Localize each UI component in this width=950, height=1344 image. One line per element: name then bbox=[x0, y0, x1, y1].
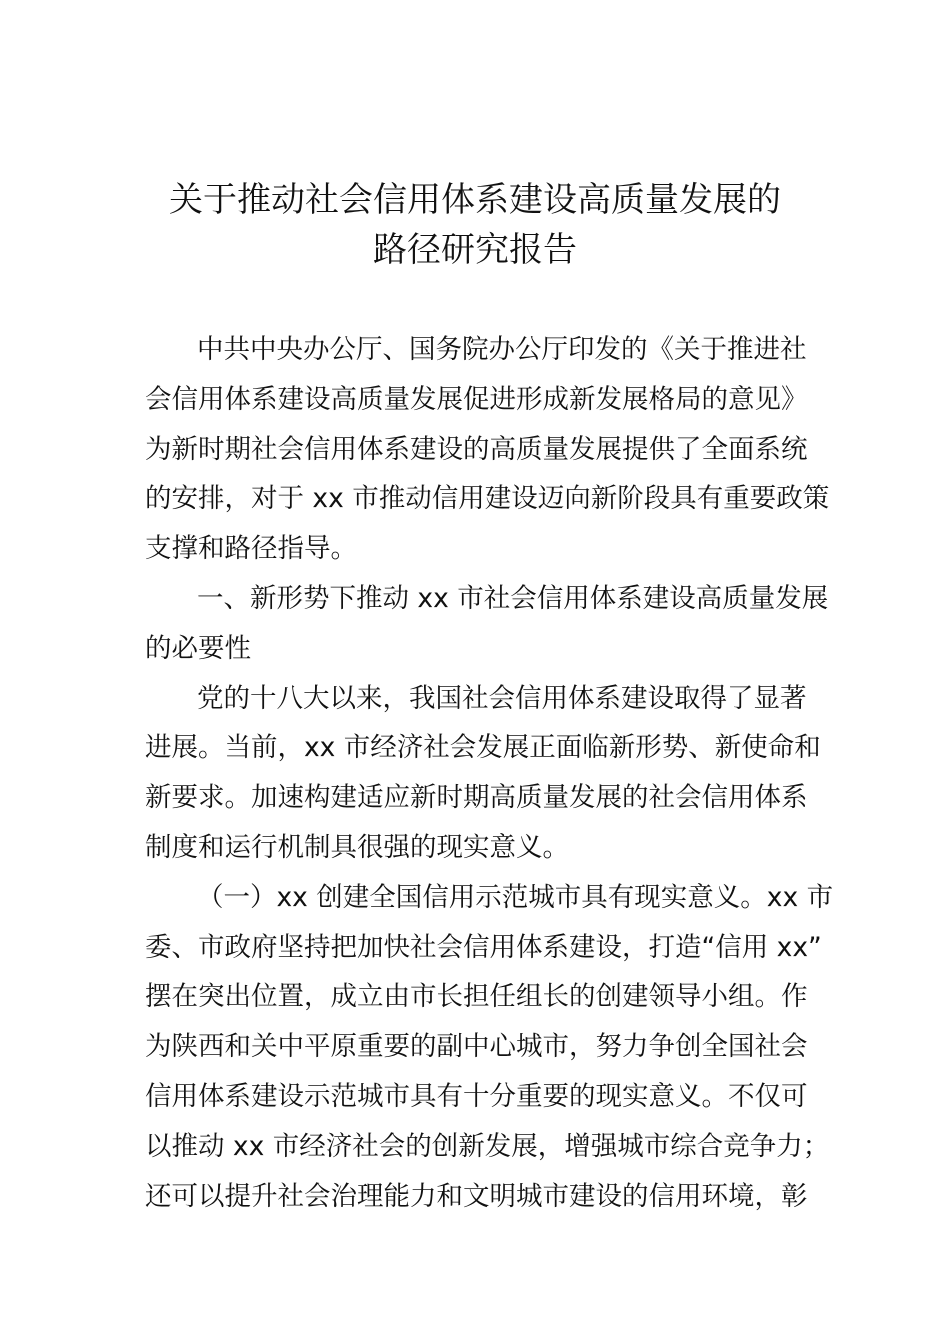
body-line: 支撑和路径指导。 bbox=[145, 533, 357, 565]
body-line: 新要求。加速构建适应新时期高质量发展的社会信用体系 bbox=[145, 782, 808, 814]
document-title-line-2: 路径研究报告 bbox=[373, 230, 577, 270]
document-title-line-1: 关于推动社会信用体系建设高质量发展的 bbox=[169, 180, 781, 220]
body-line: 还可以提升社会治理能力和文明城市建设的信用环境，彰 bbox=[145, 1180, 808, 1212]
body-line: 为新时期社会信用体系建设的高质量发展提供了全面系统 bbox=[145, 433, 808, 465]
body-line: 以推动 xx 市经济社会的创新发展，增强城市综合竞争力； bbox=[145, 1130, 830, 1162]
body-line: 制度和运行机制具很强的现实意义。 bbox=[145, 831, 569, 863]
body-line: 的安排，对于 xx 市推动信用建设迈向新阶段具有重要政策 bbox=[145, 483, 830, 515]
body-line: 为陕西和关中平原重要的副中心城市，努力争创全国社会 bbox=[145, 1031, 808, 1063]
body-line: 摆在突出位置，成立由市长担任组长的创建领导小组。作 bbox=[145, 981, 808, 1013]
body-line: 委、市政府坚持把加快社会信用体系建设，打造“信用 xx” bbox=[145, 931, 822, 963]
body-line: 会信用体系建设高质量发展促进形成新发展格局的意见》 bbox=[145, 383, 808, 415]
body-line: （一）xx 创建全国信用示范城市具有现实意义。xx 市 bbox=[197, 881, 834, 913]
body-line: 一、新形势下推动 xx 市社会信用体系建设高质量发展 bbox=[197, 582, 829, 614]
body-line: 党的十八大以来，我国社会信用体系建设取得了显著 bbox=[197, 682, 807, 714]
document-body bbox=[145, 325, 834, 1221]
body-line: 中共中央办公厅、国务院办公厅印发的《关于推进社 bbox=[197, 334, 807, 365]
body-line: 的必要性 bbox=[145, 632, 251, 664]
body-line: 信用体系建设示范城市具有十分重要的现实意义。不仅可 bbox=[145, 1080, 808, 1112]
body-line: 进展。当前，xx 市经济社会发展正面临新形势、新使命和 bbox=[145, 732, 821, 764]
